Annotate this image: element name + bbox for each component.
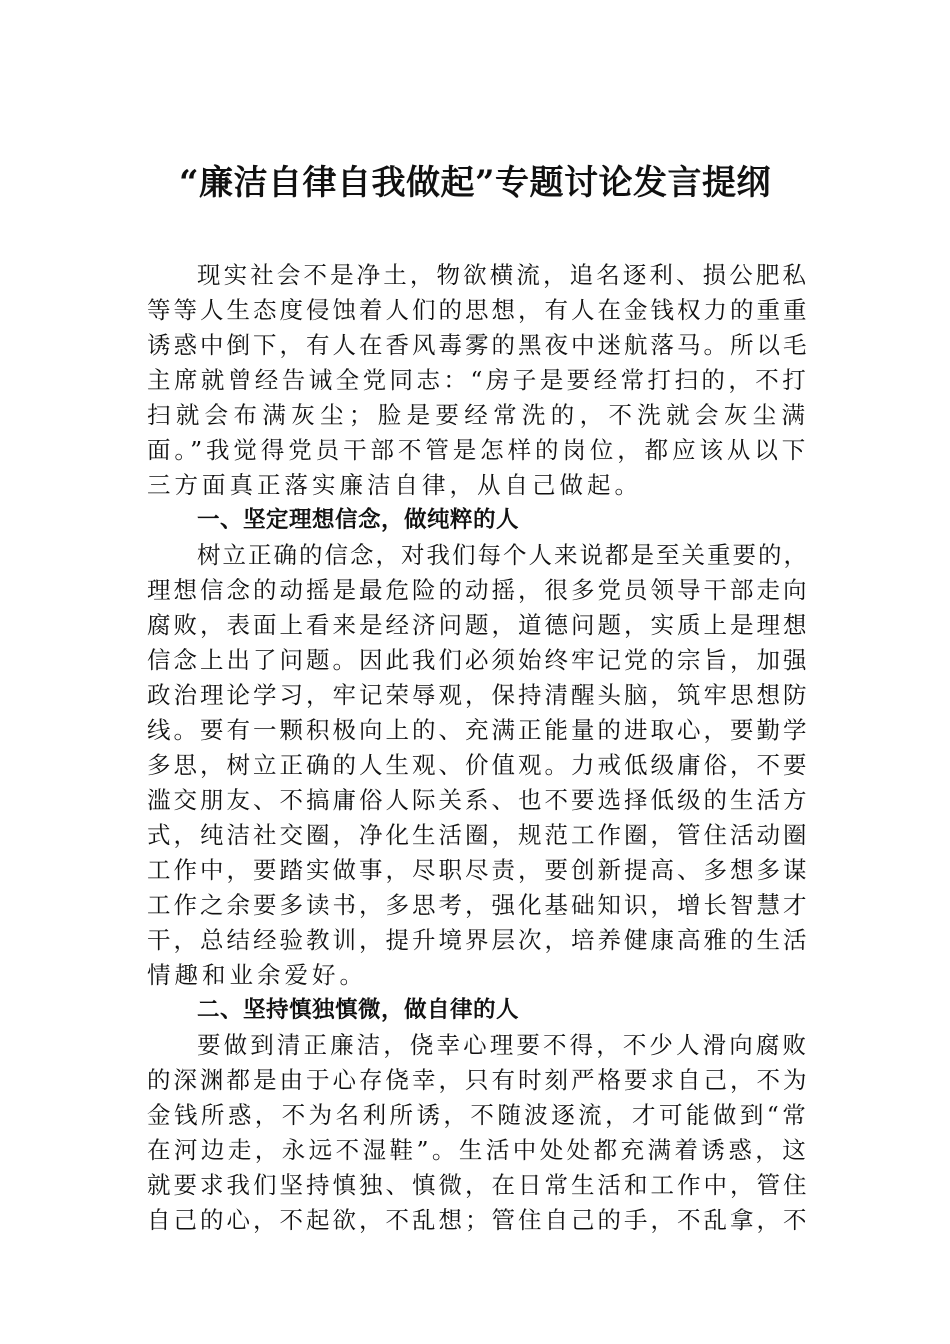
- paragraph-line: 三方面真正落实廉洁自律，从自己做起。: [147, 471, 642, 499]
- paragraph-line: 信念上出了问题。因此我们必须始终牢记党的宗旨，加强: [147, 646, 810, 674]
- paragraph-line: 干，总结经验教训，提升境界层次，培养健康高雅的生活: [147, 926, 810, 954]
- paragraph-line: 工作中，要踏实做事，尽职尽责，要创新提高、多想多谋: [147, 856, 810, 884]
- paragraph-line: 要做到清正廉洁，侥幸心理要不得，不少人滑向腐败: [197, 1031, 809, 1059]
- document-title: “廉洁自律自我做起”专题讨论发言提纲: [178, 163, 772, 203]
- paragraph-line: 政治理论学习，牢记荣辱观，保持清醒头脑，筑牢思想防: [147, 681, 810, 709]
- paragraph-line: 线。要有一颗积极向上的、充满正能量的进取心，要勤学: [147, 716, 810, 744]
- paragraph-line: 就要求我们坚持慎独、慎微，在日常生活和工作中，管住: [147, 1171, 810, 1199]
- paragraph-line: 扫就会布满灰尘；脸是要经常洗的，不洗就会灰尘满: [147, 401, 809, 429]
- paragraph-line: 腐败，表面上看来是经济问题，道德问题，实质上是理想: [147, 611, 810, 639]
- paragraph-line: 金钱所惑，不为名利所诱，不随波逐流，才可能做到“常: [147, 1101, 809, 1129]
- paragraph-line: 式，纯洁社交圈，净化生活圈，规范工作圈，管住活动圈: [147, 821, 810, 849]
- paragraph-line: 理想信念的动摇是最危险的动摇，很多党员领导干部走向: [147, 576, 810, 604]
- paragraph-line: 自己的心，不起欲，不乱想；管住自己的手，不乱拿，不: [147, 1206, 810, 1234]
- paragraph-line: 现实社会不是净土，物欲横流，追名逐利、损公肥私: [197, 261, 809, 289]
- paragraph-line: 诱惑中倒下，有人在香风毒雾的黑夜中迷航落马。所以毛: [147, 331, 810, 359]
- paragraph-line: 主席就曾经告诫全党同志：“房子是要经常打扫的，不打: [147, 366, 809, 394]
- document-body: [147, 258, 809, 1238]
- paragraph-line: 多思，树立正确的人生观、价值观。力戒低级庸俗，不要: [147, 751, 810, 779]
- paragraph-line: 的深渊都是由于心存侥幸，只有时刻严格要求自己，不为: [147, 1066, 810, 1094]
- paragraph-line: 在河边走，永远不湿鞋”。生活中处处都充满着诱惑，这: [147, 1136, 809, 1164]
- paragraph-line: 工作之余要多读书，多思考，强化基础知识，增长智慧才: [147, 891, 810, 919]
- paragraph-line: 等等人生态度侵蚀着人们的思想，有人在金钱权力的重重: [147, 296, 810, 324]
- section-heading: 一、坚定理想信念，做纯粹的人: [197, 507, 520, 533]
- paragraph-line: 树立正确的信念，对我们每个人来说都是至关重要的，: [197, 541, 809, 569]
- paragraph-line: 面。”我觉得党员干部不管是怎样的岗位，都应该从以下: [147, 436, 809, 464]
- paragraph-line: 情趣和业余爱好。: [147, 961, 367, 989]
- section-heading: 二、坚持慎独慎微，做自律的人: [197, 997, 520, 1023]
- paragraph-line: 滥交朋友、不搞庸俗人际关系、也不要选择低级的生活方: [147, 786, 810, 814]
